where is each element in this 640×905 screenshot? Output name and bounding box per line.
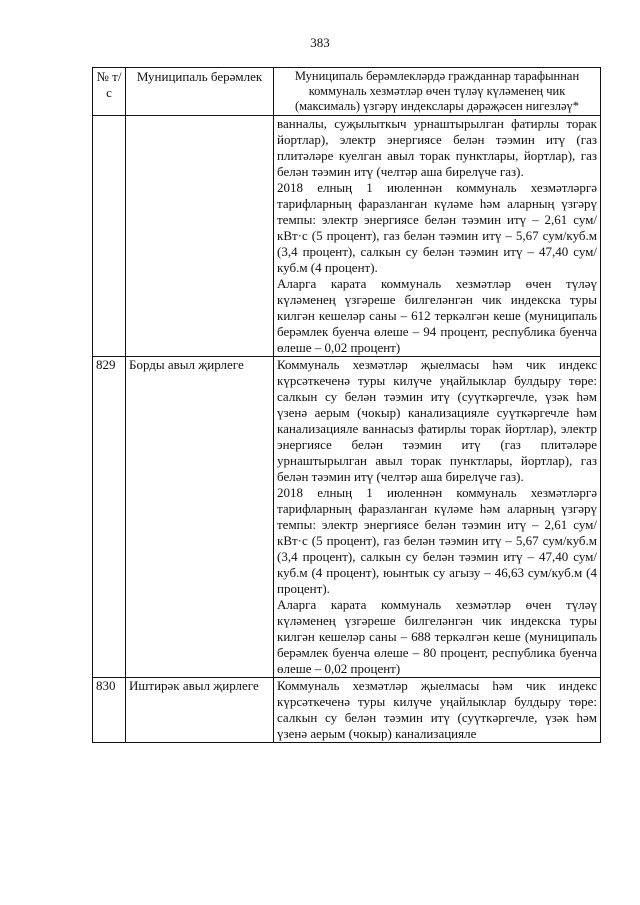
indices-description — [274, 116, 601, 357]
row-number — [93, 116, 126, 357]
header-municipality: Муниципаль берәмлек — [126, 68, 274, 116]
description-paragraph: Аларга карата коммуналь хезмәтләр өчен түләү күләменең үзгәреше билгеләнгән чик индекска туры килгән кешеләр саны – 688 теркәлгән кеше (муниципаль берәмлек буенча өлеше – 80 процент, республика буенча өлеше – 0,02 процент) — [277, 597, 597, 676]
description-paragraph: Аларга карата коммуналь хезмәтләр өчен түләү күләменең үзгәреше билгеләнгән чик индекска туры килгән кешеләр саны – 612 теркәлгән кеше (муниципаль берәмлек буенча өлеше – 94 процент, республика буенча өлеше – 0,02 процент) — [277, 276, 597, 355]
indices-description — [274, 678, 601, 743]
municipality-name — [126, 116, 274, 357]
description-paragraph: 2018 елның 1 июленнән коммуналь хезмәтләргә тарифларның фаразланган күләме һәм аларның үзгәрү темпы: электр энергиясе белән тәэмин итү – 2,61 сум/кВт·с (5 процент), газ белән тәэмин итү – 5,67 сум/куб.м (3,4 процент), салкын су белән тәэмин итү – 47,40 сум/куб.м (4 процент). — [277, 180, 597, 275]
header-indices: Муниципаль берәмлекләрдә гражданнар тарафыннан коммуналь хезмәтләр өчен түләү күләменең чик (максималь) үзгәрү индекслары дәрәҗәсен нигезләү* — [274, 68, 601, 116]
header-num: № т/с — [93, 68, 126, 116]
table-header-row — [93, 68, 601, 116]
municipality-name: Иштирәк авыл җирлеге — [126, 678, 274, 743]
row-number: 829 — [93, 357, 126, 678]
description-paragraph: 2018 елның 1 июленнән коммуналь хезмәтләргә тарифларның фаразланган күләме һәм аларның үзгәрү темпы: электр энергиясе белән тәэмин итү – 2,61 сум/кВт·с (5 процент), газ белән тәэмин итү – 5,67 сум/куб.м (3,4 процент), салкын су белән тәэмин итү – 47,40 сум/куб.м (4 процент), юынтык су агызу – 46,63 сум/куб.м (4 процент). — [277, 485, 597, 596]
table-row — [93, 116, 601, 357]
description-paragraph: ванналы, суҗылыткыч урнаштырылган фатирлы торак йортлар), электр энергиясе белән тәэмин итү (газ плитәләре куелган авыл торак пунктлары, йортлар), газ белән тәэмин итү (челтәр аша бирелүче газ). — [277, 116, 597, 179]
row-number: 830 — [93, 678, 126, 743]
description-paragraph: Коммуналь хезмәтләр җыелмасы һәм чик индекс күрсәткеченә туры килүче уңайлыклар булдыру төре: салкын су белән тәэмин итү (суүткәргечле, үзәк һәм үзенә аерым (чокыр) канализацияле суүткәргечле һәм канализацияле ваннасыз фатирлы торак йортлар), электр энергиясе белән тәэмин итү (газ плитәләре урнаштырылган авыл торак пунктлары, йортлар), газ белән тәэмин итү (челтәр аша бирелүче газ). — [277, 357, 597, 484]
table-row — [93, 678, 601, 743]
indices-description — [274, 357, 601, 678]
description-paragraph: Коммуналь хезмәтләр җыелмасы һәм чик индекс күрсәткеченә туры килүче уңайлыклар булдыру төре: салкын су белән тәэмин итү (суүткәргечле, үзәк һәм үзенә аерым (чокыр) канализацияле — [277, 678, 597, 741]
municipal-indices-table — [92, 67, 601, 743]
municipality-name: Борды авыл җирлеге — [126, 357, 274, 678]
table-row — [93, 357, 601, 678]
page-number: 383 — [310, 35, 330, 50]
